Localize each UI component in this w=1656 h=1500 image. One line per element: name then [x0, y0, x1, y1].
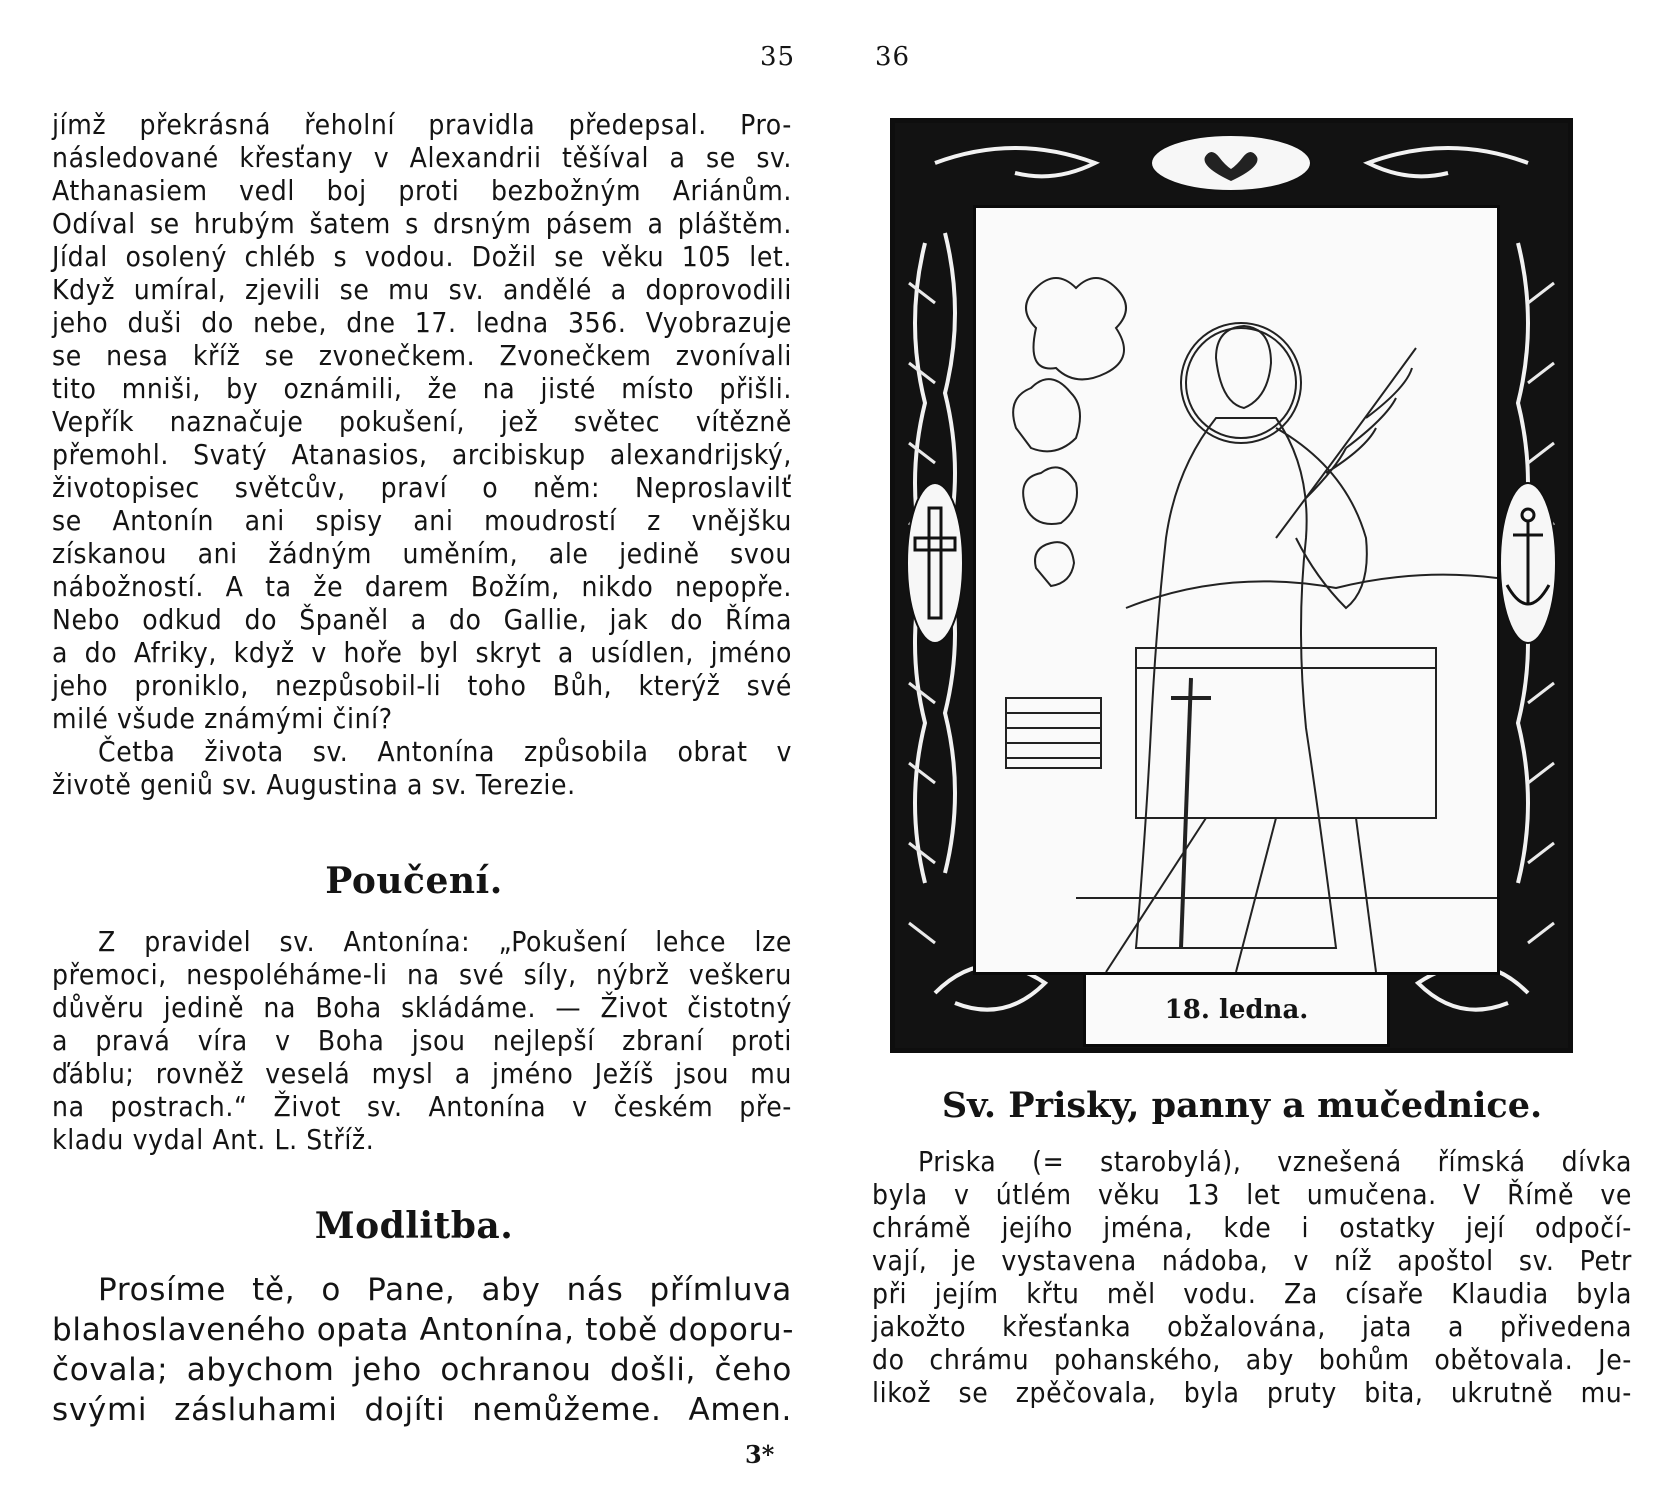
saint-figure-drawing: [976, 208, 1497, 972]
text-line: vají, je vystavena nádoba, v níž apoštol sv. Petr: [872, 1244, 1632, 1277]
text-line: přemohl. Svatý Atanasios, arcibiskup alexandrijský,: [52, 438, 792, 471]
text-line: kladu vydal Ant. L. Stříž.: [52, 1123, 375, 1156]
top-medallion: [1151, 135, 1311, 191]
text-line: svými zásluhami dojíti nemůžeme. Amen.: [52, 1392, 792, 1428]
saint-priska-illustration: [973, 205, 1500, 975]
text-line: Prosíme tě, o Pane, aby nás přímluva: [98, 1272, 792, 1308]
saint-title: Sv. Prisky, panny a mučednice.: [941, 1085, 1543, 1126]
text-line: Athanasiem vedl boj proti bezbožným Ariánům.: [52, 174, 792, 207]
text-line: tito mniši, by oznámili, že na jisté místo přišli.: [52, 372, 792, 405]
text-line: čovala; abychom jeho ochranou došli, čeho: [52, 1352, 792, 1388]
text-line: blahoslaveného opata Antonína, tobě doporu-: [52, 1312, 795, 1348]
text-line: získanou ani žádným uměním, ale jedině svou: [52, 537, 792, 570]
pouceni-text: [52, 925, 792, 1156]
text-line: Odíval se hrubým šatem s drsným pásem a pláštěm.: [52, 207, 792, 240]
text-line: Vepřík naznačuje pokušení, jež světec vítězně: [52, 405, 792, 438]
text-line: životopisec světcův, praví o něm: Neproslavilť: [52, 471, 792, 504]
text-line: Nebo odkud do Španěl a do Gallie, jak do Říma: [52, 603, 792, 636]
text-line: Četba života sv. Antonína způsobila obrat v: [98, 735, 792, 768]
text-line: jeho proniklo, nezpůsobil-li toho Bůh, kterýž své: [52, 669, 792, 702]
right-page: [828, 0, 1656, 1500]
text-line: Když umíral, zjevili se mu sv. andělé a doprovodili: [52, 273, 792, 306]
text-line: následované křesťany v Alexandrii těšíval a se sv.: [52, 141, 792, 174]
illustration-frame: [890, 118, 1573, 1053]
text-line: milé všude známými činí?: [52, 702, 393, 735]
signature-mark: 3*: [745, 1440, 775, 1469]
text-line: Jídal osolený chléb s vodou. Dožil se věku 105 let.: [52, 240, 792, 273]
text-line: jakožto křesťanka obžalována, jata a přivedena: [872, 1310, 1632, 1343]
text-line: likož se zpěčovala, byla pruty bita, ukrutně mu-: [872, 1376, 1632, 1409]
text-line: do chrámu pohanského, aby bohům obětovala. Je-: [872, 1343, 1632, 1376]
heading-modlitba: Modlitba.: [314, 1205, 514, 1247]
text-line: ďáblu; rovněž veselá mysl a jméno Ježíš jsou mu: [52, 1057, 792, 1090]
text-line: se nesa kříž se zvonečkem. Zvonečkem zvonívali: [52, 339, 792, 372]
text-line: na postrach.“ Život sv. Antonína v českém pře-: [52, 1090, 792, 1123]
date-caption: 18. ledna.: [1083, 975, 1390, 1047]
text-line: se Antonín ani spisy ani moudrostí z vnějšku: [52, 504, 792, 537]
text-line: chrámě jejího jména, kde i ostatky její odpočí-: [872, 1211, 1632, 1244]
text-line: Priska (= starobylá), vznešená římská dívka: [918, 1145, 1632, 1178]
text-line: přemoci, nespoléháme-li na své síly, nýbrž veškeru: [52, 958, 792, 991]
page-number-right: 36: [875, 42, 911, 72]
page-number-left: 35: [760, 42, 796, 72]
text-line: jímž překrásná řeholní pravidla předepsal. Pro-: [52, 108, 792, 141]
prayer-text: [52, 1270, 795, 1430]
text-line: životě geniů sv. Augustina a sv. Terezie.: [52, 768, 576, 801]
body-text-left: [52, 108, 792, 801]
heading-pouceni: Poučení.: [325, 860, 503, 902]
text-line: nábožností. A ta že darem Božím, nikdo nepopře.: [52, 570, 792, 603]
text-line: důvěru jedině na Boha skládáme. — Život čistotný: [52, 991, 792, 1024]
text-line: byla v útlém věku 13 let umučena. V Římě ve: [872, 1178, 1632, 1211]
text-line: a pravá víra v Boha jsou nejlepší zbraní proti: [52, 1024, 792, 1057]
text-line: jeho duši do nebe, dne 17. ledna 356. Vyobrazuje: [52, 306, 792, 339]
body-text-right: [872, 1145, 1632, 1409]
text-line: při jejím křtu měl vodu. Za císaře Klaudia byla: [872, 1277, 1632, 1310]
text-line: a do Afriky, když v hoře byl skryt a usídlen, jméno: [52, 636, 792, 669]
text-line: Z pravidel sv. Antonína: „Pokušení lehce lze: [98, 925, 792, 958]
